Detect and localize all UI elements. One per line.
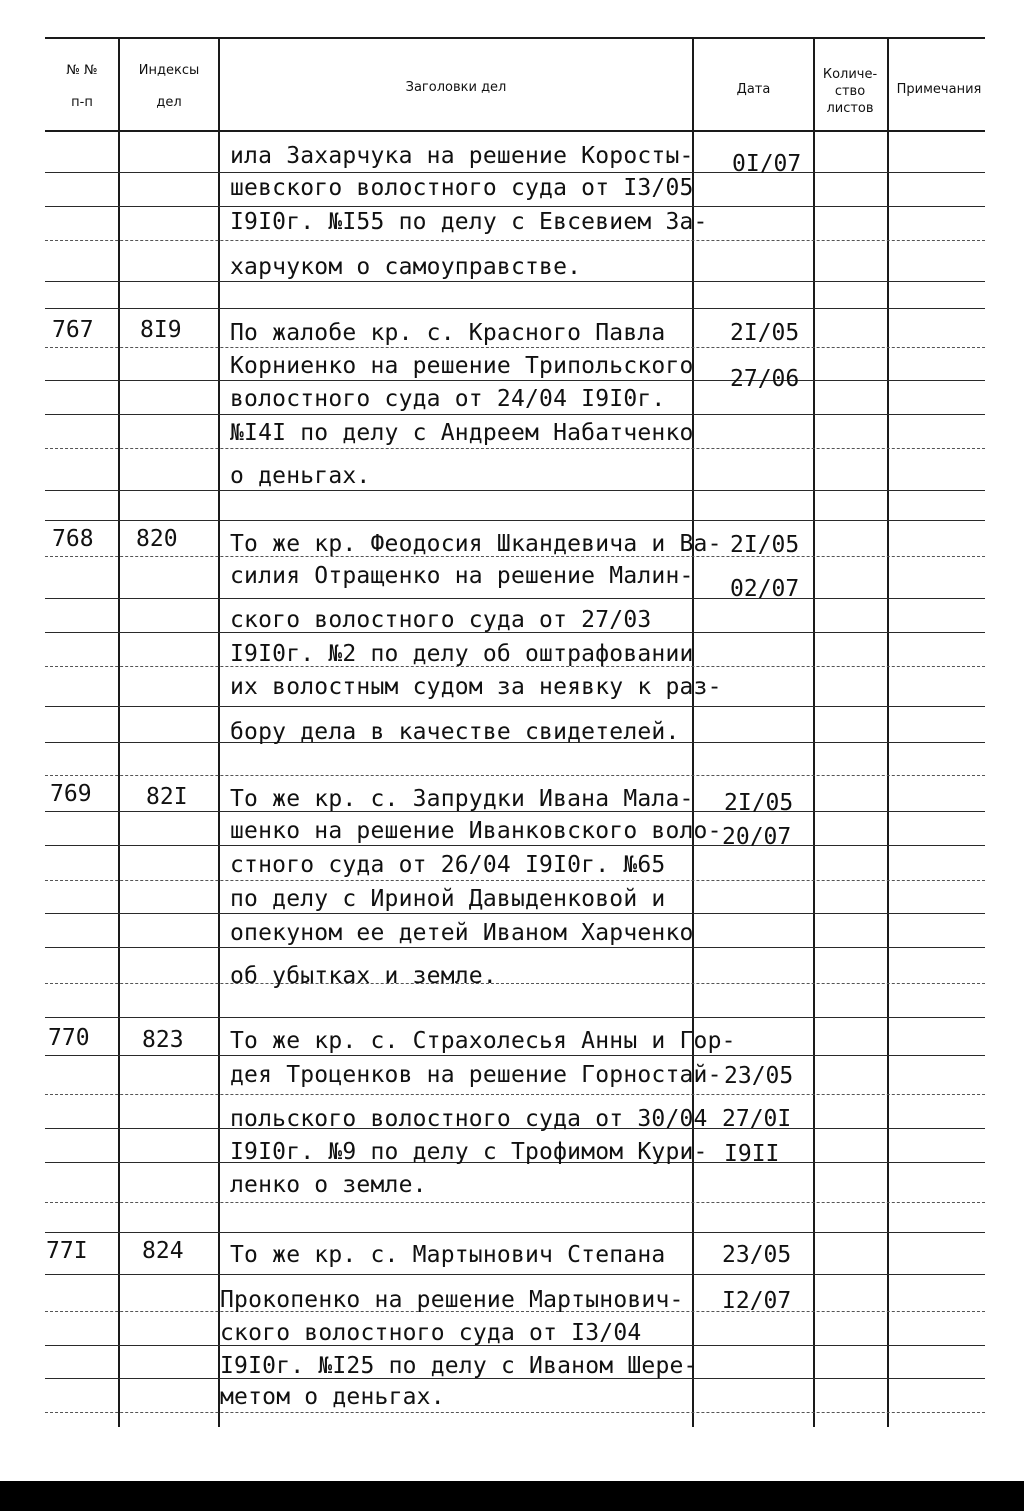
entry-date-3: I9II	[724, 1141, 780, 1167]
entry-title-line-2: дея Троценков на решение Горностай-	[230, 1062, 722, 1088]
header-col-date: Дата	[736, 82, 771, 97]
row-rule	[45, 347, 985, 348]
table-top-border	[45, 37, 985, 39]
entry-number: 767	[52, 317, 94, 343]
entry-title-line-6: об убытках и земле.	[230, 963, 497, 989]
entry-title-line-3: ского волостного суда от 27/03	[230, 607, 652, 633]
entry-title-line-5: опекуном ее детей Иваном Харченко	[230, 920, 694, 946]
header-col-num	[48, 62, 116, 112]
header-col-title: Заголовки дел	[405, 80, 507, 95]
row-rule	[45, 414, 985, 415]
entry-title-line-4: №I4I по делу с Андреем Набатченко	[230, 420, 694, 446]
entry-title-line-4: I9I0г. №2 по делу об оштрафовании	[230, 641, 694, 667]
continuation-line-1: ила Захарчука на решение Коросты-	[230, 143, 694, 169]
row-rule	[45, 520, 985, 521]
entry-index: 823	[142, 1027, 184, 1053]
entry-title-line-1: То же кр. с. Мартынович Степана	[230, 1242, 666, 1268]
row-rule	[45, 880, 985, 881]
column-divider-num	[118, 37, 120, 1427]
entry-title-line-3: ского волостного суда от I3/04	[220, 1320, 642, 1346]
entry-title-line-1: По жалобе кр. с. Красного Павла	[230, 320, 666, 346]
row-rule	[45, 308, 985, 309]
continuation-line-4: харчуком о самоуправстве.	[230, 254, 582, 280]
row-rule	[45, 490, 985, 491]
row-rule	[45, 1094, 985, 1095]
scan-bottom-edge	[0, 1481, 1024, 1511]
row-rule	[45, 1055, 985, 1056]
row-rule	[45, 598, 985, 599]
entry-index: 82I	[146, 784, 188, 810]
row-rule	[45, 947, 985, 948]
row-rule	[45, 172, 985, 173]
entry-title-line-2: шенко на решение Иванковского воло-	[230, 818, 722, 844]
header-col-index-line2: дел	[156, 95, 182, 110]
header-col-notes: Примечания	[896, 82, 982, 97]
column-divider-title	[692, 37, 694, 1427]
entry-date-2: I2/07	[722, 1288, 792, 1314]
header-col-index-line1: Индексы	[138, 63, 200, 78]
entry-title-line-5: о деньгах.	[230, 463, 371, 489]
entry-date-1: 2I/05	[724, 790, 794, 816]
entry-title-line-2: Прокопенко на решение Мартынович-	[220, 1287, 684, 1313]
entry-title-line-5: их волостным судом за неявку к раз-	[230, 674, 722, 700]
entry-date-2: 27/0I	[722, 1106, 792, 1132]
entry-title-line-3: волостного суда от 24/04 I9I0г.	[230, 386, 666, 412]
row-rule	[45, 448, 985, 449]
entry-number: 769	[50, 781, 92, 807]
entry-title-line-3: польского волостного суда от 30/04	[230, 1106, 708, 1132]
row-rule	[45, 706, 985, 707]
entry-title-line-1: То же кр. с. Страхолесья Анны и Гор-	[230, 1028, 736, 1054]
entry-number: 77I	[46, 1238, 88, 1264]
entry-date-2: 27/06	[730, 366, 800, 392]
entry-title-line-3: стного суда от 26/04 I9I0г. №65	[230, 852, 666, 878]
entry-title-line-2: силия Отращенко на решение Малин-	[230, 563, 694, 589]
entry-index: 824	[142, 1238, 184, 1264]
entry-index: 8I9	[140, 317, 182, 343]
row-rule	[45, 380, 985, 381]
entry-date-1: 2I/05	[730, 320, 800, 346]
entry-number: 768	[52, 526, 94, 552]
row-rule	[45, 240, 985, 241]
entry-title-line-1: То же кр. с. Запрудки Ивана Мала-	[230, 786, 694, 812]
continuation-date-1: 0I/07	[732, 151, 802, 177]
entry-index: 820	[136, 526, 178, 552]
row-rule	[45, 1274, 985, 1275]
row-rule	[45, 775, 985, 776]
row-rule	[45, 1412, 985, 1413]
row-rule	[45, 983, 985, 984]
entry-date-1: 23/05	[722, 1242, 792, 1268]
entry-title-line-5: метом о деньгах.	[220, 1384, 445, 1410]
row-rule	[45, 206, 985, 207]
entry-date-1: 2I/05	[730, 532, 800, 558]
row-rule	[45, 281, 985, 282]
row-rule	[45, 1232, 985, 1233]
header-bottom-border	[45, 130, 985, 132]
entry-title-line-4: I9I0г. №I25 по делу с Иваном Шере-	[220, 1353, 698, 1379]
entry-title-line-1: То же кр. Феодосия Шкандевича и Ва-	[230, 531, 722, 557]
entry-number: 770	[48, 1025, 90, 1051]
entry-title-line-4: по делу с Ириной Давыденковой и	[230, 886, 666, 912]
entry-date-1: 23/05	[724, 1063, 794, 1089]
header-col-num-line2: п-п	[71, 95, 93, 110]
entry-date-2: 20/07	[722, 824, 792, 850]
column-divider-index	[218, 37, 220, 1427]
column-divider-count	[887, 37, 889, 1427]
header-col-num-line1: № №	[66, 63, 98, 78]
entry-title-line-4: I9I0г. №9 по делу с Трофимом Кури-	[230, 1139, 708, 1165]
header-col-index	[122, 62, 216, 112]
continuation-line-3: I9I0г. №I55 по делу с Евсевием За-	[230, 209, 708, 235]
entry-title-line-5: ленко о земле.	[230, 1172, 427, 1198]
column-divider-date	[813, 37, 815, 1427]
entry-title-line-2: Корниенко на решение Трипольского	[230, 353, 694, 379]
header-col-count: Количе- ство листов	[822, 67, 878, 116]
row-rule	[45, 1017, 985, 1018]
row-rule	[45, 845, 985, 846]
continuation-line-2: шевского волостного суда от I3/05	[230, 175, 694, 201]
row-rule	[45, 913, 985, 914]
entry-date-2: 02/07	[730, 576, 800, 602]
row-rule	[45, 1202, 985, 1203]
entry-title-line-6: бору дела в качестве свидетелей.	[230, 719, 680, 745]
